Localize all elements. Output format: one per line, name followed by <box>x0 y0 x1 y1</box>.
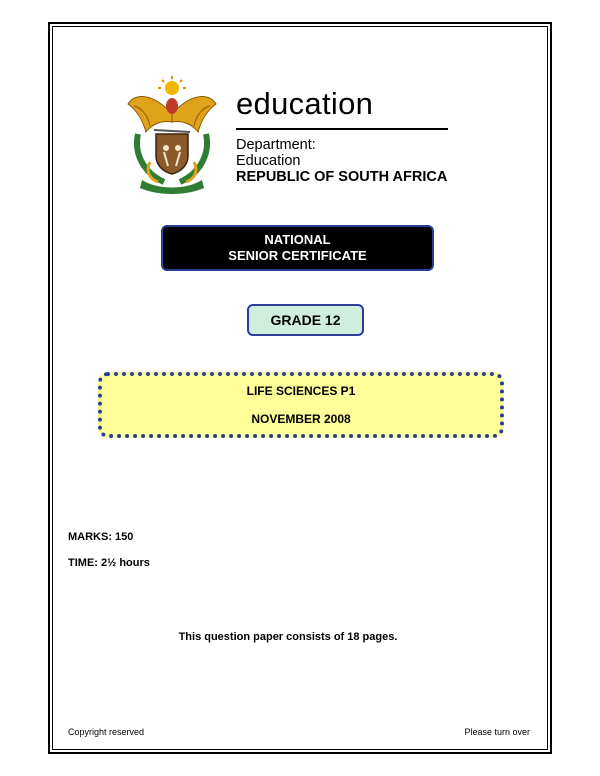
brand-underline <box>236 128 448 130</box>
certificate-title-box <box>161 225 434 271</box>
subject-title: LIFE SCIENCES P1 <box>246 384 356 398</box>
certificate-line-2: SENIOR CERTIFICATE <box>228 248 367 263</box>
certificate-line-1: NATIONAL <box>264 232 331 247</box>
footer-turn-over: Please turn over <box>464 727 530 737</box>
page-count-note: This question paper consists of 18 pages. <box>178 631 398 643</box>
country-name: REPUBLIC OF SOUTH AFRICA <box>236 169 448 185</box>
time-info: TIME: 2½ hours <box>68 557 150 569</box>
brand-wordmark: education <box>236 86 374 121</box>
footer-copyright: Copyright reserved <box>68 727 145 737</box>
coat-of-arms-logo <box>124 74 220 194</box>
exam-session: NOVEMBER 2008 <box>251 412 351 426</box>
marks-info: MARKS: 150 <box>68 531 134 543</box>
department-label: Department: <box>236 137 316 153</box>
subject-box <box>98 372 504 438</box>
page-count-note-row <box>0 631 600 643</box>
department-name: Education <box>236 153 301 169</box>
grade-badge: GRADE 12 <box>247 304 364 336</box>
